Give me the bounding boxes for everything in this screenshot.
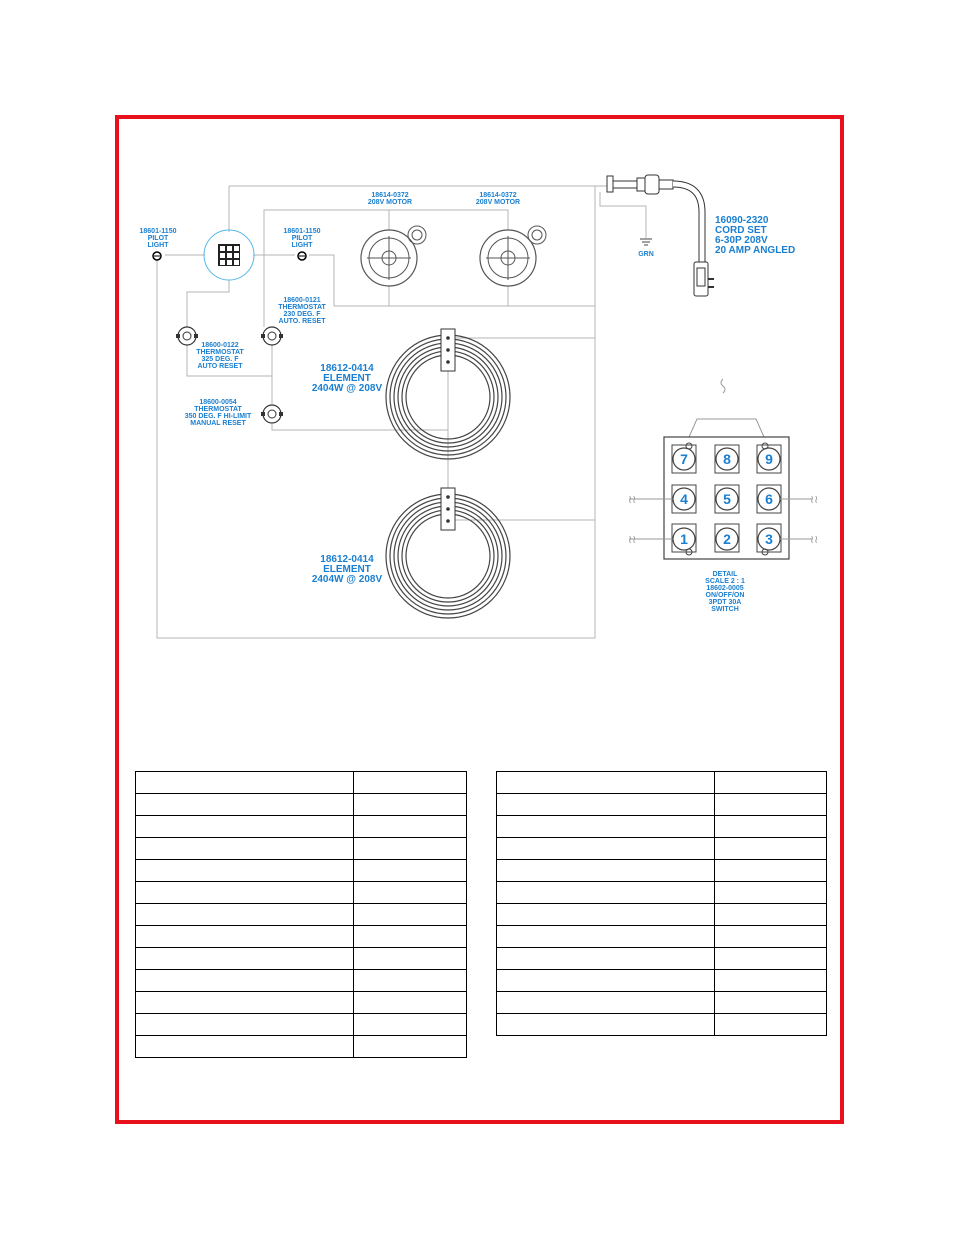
parts-table-right [496, 771, 827, 1036]
table-cell [354, 860, 467, 882]
svg-text:18614-0372: 18614-0372 [479, 192, 517, 199]
svg-text:LIGHT: LIGHT [291, 242, 313, 249]
svg-text:ON/OFF/ON: ON/OFF/ON [705, 592, 745, 599]
svg-text:2404W @ 208V: 2404W @ 208V [311, 383, 383, 394]
table-cell [136, 772, 354, 794]
table-row [497, 860, 827, 882]
table-cell [714, 794, 826, 816]
thermostat-325-icon [176, 327, 198, 345]
table-row [497, 794, 827, 816]
table-cell [497, 948, 715, 970]
terminal-6: 6 [765, 491, 773, 507]
table-cell [354, 1036, 467, 1058]
svg-text:230 DEG. F: 230 DEG. F [283, 311, 321, 318]
ground-icon [640, 239, 652, 245]
svg-text:18600-0121: 18600-0121 [283, 297, 321, 304]
table-row [497, 816, 827, 838]
table-row [136, 794, 467, 816]
table-cell [714, 882, 826, 904]
label-ground: GRN [638, 251, 654, 258]
label-element-upper [312, 363, 383, 394]
table-row [136, 772, 467, 794]
svg-text:THERMOSTAT: THERMOSTAT [278, 304, 326, 311]
svg-text:18601-1150: 18601-1150 [139, 228, 177, 235]
table-cell [497, 816, 715, 838]
table-cell [136, 1036, 354, 1058]
switch-icon [204, 230, 254, 280]
table-cell [497, 794, 715, 816]
table-cell [497, 838, 715, 860]
table-row [497, 772, 827, 794]
table-cell [354, 794, 467, 816]
svg-text:≀≀: ≀≀ [810, 534, 819, 546]
svg-text:≀≀: ≀≀ [628, 534, 637, 546]
table-cell [497, 882, 715, 904]
svg-text:350 DEG. F HI-LIMIT: 350 DEG. F HI-LIMIT [184, 413, 252, 420]
table-row [497, 904, 827, 926]
label-cord-set [715, 215, 795, 256]
svg-text:AUTO. RESET: AUTO. RESET [278, 318, 326, 325]
table-cell [714, 1014, 826, 1036]
table-cell [714, 860, 826, 882]
terminal-4: 4 [680, 491, 688, 507]
svg-text:SWITCH: SWITCH [711, 606, 739, 613]
svg-text:THERMOSTAT: THERMOSTAT [196, 349, 244, 356]
terminal-7: 7 [680, 451, 688, 467]
terminal-3: 3 [765, 531, 773, 547]
parts-table-left [135, 771, 467, 1058]
table-cell [354, 926, 467, 948]
svg-text:18601-1150: 18601-1150 [283, 228, 321, 235]
table-row [136, 904, 467, 926]
table-cell [354, 948, 467, 970]
svg-text:20 AMP ANGLED: 20 AMP ANGLED [715, 245, 796, 256]
svg-text:DETAIL: DETAIL [712, 571, 738, 578]
svg-text:18612-0414: 18612-0414 [320, 554, 374, 565]
table-cell [714, 992, 826, 1014]
svg-text:ELEMENT: ELEMENT [323, 373, 371, 384]
table-cell [136, 860, 354, 882]
svg-text:208V MOTOR: 208V MOTOR [367, 199, 413, 206]
table-cell [714, 970, 826, 992]
table-cell [354, 904, 467, 926]
table-cell [136, 926, 354, 948]
table-cell [354, 882, 467, 904]
table-cell [497, 860, 715, 882]
svg-text:18600-0054: 18600-0054 [199, 399, 237, 406]
table-cell [497, 926, 715, 948]
table-cell [714, 772, 826, 794]
table-row [497, 838, 827, 860]
label-pilot-light-right [284, 228, 321, 249]
svg-text:LIGHT: LIGHT [147, 242, 169, 249]
terminal-9: 9 [765, 451, 773, 467]
svg-text:≀≀: ≀≀ [628, 494, 637, 506]
table-cell [714, 904, 826, 926]
table-cell [354, 992, 467, 1014]
table-row [136, 860, 467, 882]
svg-text:MANUAL RESET: MANUAL RESET [190, 420, 246, 427]
svg-text:3PDT 30A: 3PDT 30A [708, 599, 742, 606]
table-cell [497, 1014, 715, 1036]
terminal-5: 5 [723, 491, 731, 507]
table-row [136, 992, 467, 1014]
svg-text:18614-0372: 18614-0372 [371, 192, 409, 199]
table-row [497, 970, 827, 992]
table-cell [497, 970, 715, 992]
table-cell [354, 838, 467, 860]
table-cell [136, 816, 354, 838]
table-cell [136, 970, 354, 992]
cord-set-icon [607, 175, 714, 296]
pilot-light-right-icon [298, 252, 306, 260]
motor-left-icon [361, 226, 426, 286]
thermostat-230-icon [261, 327, 283, 345]
element-lower-icon [386, 488, 510, 618]
table-cell [354, 772, 467, 794]
table-row [136, 816, 467, 838]
table-cell [354, 970, 467, 992]
label-thermostat-230 [278, 297, 326, 325]
svg-text:CORD SET: CORD SET [715, 225, 767, 236]
label-thermostat-350 [185, 399, 252, 427]
svg-text:18612-0414: 18612-0414 [320, 363, 374, 374]
svg-text:2404W @ 208V: 2404W @ 208V [311, 574, 383, 585]
label-thermostat-325 [196, 342, 244, 370]
svg-text:AUTO RESET: AUTO RESET [197, 363, 243, 370]
label-switch-detail [705, 571, 745, 613]
table-cell [136, 992, 354, 1014]
table-cell [497, 904, 715, 926]
table-row [136, 926, 467, 948]
label-motor-right [476, 192, 520, 206]
table-cell [497, 992, 715, 1014]
table-row [136, 1036, 467, 1058]
table-cell [354, 816, 467, 838]
svg-text:ELEMENT: ELEMENT [323, 564, 371, 575]
table-row [136, 1014, 467, 1036]
thermostat-350-icon [261, 405, 283, 423]
terminal-2: 2 [723, 531, 731, 547]
table-row [497, 1014, 827, 1036]
label-pilot-light-left [140, 228, 177, 249]
pilot-light-left-icon [153, 252, 161, 260]
svg-text:PILOT: PILOT [291, 235, 313, 242]
table-row [136, 882, 467, 904]
table-row [497, 926, 827, 948]
terminal-8: 8 [723, 451, 731, 467]
svg-text:18600-0122: 18600-0122 [201, 342, 239, 349]
svg-text:6-30P 208V: 6-30P 208V [715, 235, 768, 246]
table-row [136, 838, 467, 860]
table-cell [136, 1014, 354, 1036]
motor-right-icon [480, 226, 546, 286]
table-row [497, 948, 827, 970]
label-element-lower [312, 554, 383, 585]
svg-text:THERMOSTAT: THERMOSTAT [194, 406, 242, 413]
svg-text:18602-0005: 18602-0005 [706, 585, 744, 592]
svg-text:PILOT: PILOT [147, 235, 169, 242]
terminal-1: 1 [680, 531, 688, 547]
table-row [136, 948, 467, 970]
label-motor-left [368, 192, 412, 206]
table-cell [714, 816, 826, 838]
table-cell [136, 948, 354, 970]
table-cell [136, 904, 354, 926]
table-row [136, 970, 467, 992]
svg-text:208V MOTOR: 208V MOTOR [475, 199, 521, 206]
table-row [497, 882, 827, 904]
svg-text:SCALE 2 : 1: SCALE 2 : 1 [705, 578, 745, 585]
svg-text:325 DEG. F: 325 DEG. F [201, 356, 239, 363]
table-cell [136, 794, 354, 816]
table-cell [714, 838, 826, 860]
table-cell [136, 882, 354, 904]
svg-text:≀≀: ≀≀ [810, 494, 819, 506]
table-row [497, 992, 827, 1014]
table-cell [136, 838, 354, 860]
table-cell [497, 772, 715, 794]
table-cell [714, 926, 826, 948]
table-cell [354, 1014, 467, 1036]
svg-text:16090-2320: 16090-2320 [715, 215, 769, 226]
table-cell [714, 948, 826, 970]
